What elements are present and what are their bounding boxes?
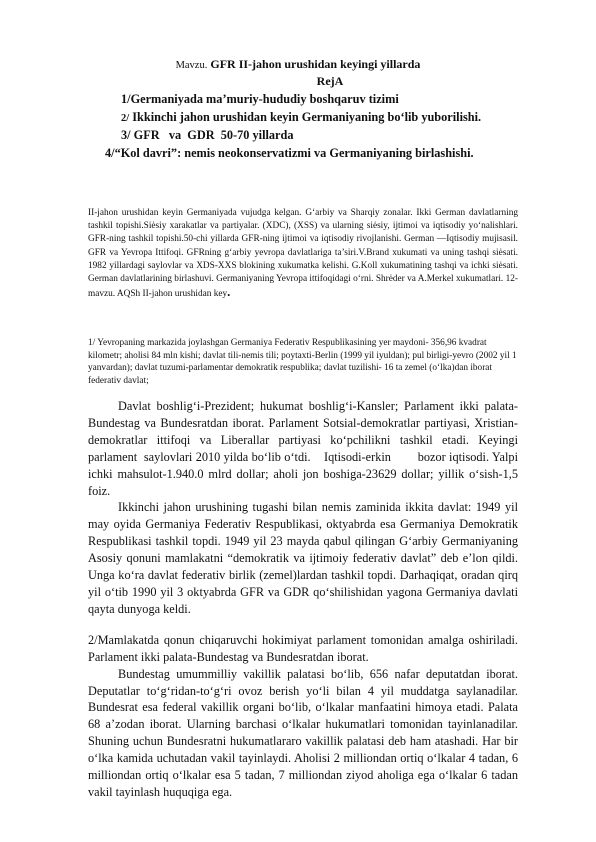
intro-paragraph <box>88 207 518 301</box>
plan-item-2-text: Ikkinchi jahon urushidan keyin Germaniyaning bo‘lib yuborilishi. <box>132 110 482 124</box>
plan-item-2 <box>121 110 481 125</box>
intro-tail: . <box>227 285 231 300</box>
plan-heading: RejA <box>316 74 344 88</box>
plan-item-3: 3/ GFR va GDR 50-70 yillarda <box>121 128 294 142</box>
footnote-paragraph: 1/ Yevropaning markazida joylashgan Germaniya Federativ Respublikasining yer maydoni- 356,96 kvadrat kilometr; aholisi 84 mln kishi; davlat tili-nemis tili; poytaxti-Berlin (1999 yil iyuldan); pul birligi-yevro (2002 yil 1 yanvardan); davlat tuzumi-parlamentar demokratik respublika; davlat tuzilishi- 16 ta zemel (o‘lka)dan iborat federativ davlat; <box>88 338 517 386</box>
page-title <box>0 57 596 72</box>
body-section <box>88 398 522 801</box>
body-paragraph-2: Ikkinchi jahon urushining tugashi bilan nemis zaminida ikkita davlat: 1949 yil may oyida Germaniya Federativ Respublikasi, oktyabrda esa Germaniya Demokratik Respublikasi tashkil topdi. 1949 yil 23 mayda qabul qilingan G‘arbiy Germaniyaning Asosiy qonuni mamlakatni “demokratik va ijtimoiy federativ davlat” deb e’lon qildi. Unga ko‘ra davlat federativ birlik (zemel)lardan tashkil topdi. Darhaqiqat, oradan qirq yil o‘tib 1990 yil 3 oktyabrda GFR va GDR qo‘shilishidan yagona Germaniya davlati qayta dunyoga keldi. <box>88 500 518 616</box>
title-main: GFR II-jahon urushidan keyingi yillarda <box>207 57 421 71</box>
body-paragraph-1: Davlat boshlig‘i-Prezident; hukumat boshlig‘i-Kansler; Parlament ikki palata-Bundestag va Bundesratdan iborat. Parlament Sotsial-demokratlar partiyasi, Xristian-demokratlar ittifoqi va Liberallar partiyasi ko‘pchilikni tashkil etadi. Keyingi parlament saylovlari 2010 yilda bo‘lib o‘tdi. Iqtisodi-erkin bozor iqtisodi. Yalpi ichki mahsulot-1.940.0 mlrd dollar; aholi jon boshiga-23629 dollar; yillik o‘sish-1,5 foiz. <box>88 399 522 498</box>
plan-item-1: 1/Germaniyada ma’muriy-hududiy boshqaruv tizimi <box>121 92 399 106</box>
body-paragraph-3: 2/Mamlakatda qonun chiqaruvchi hokimiyat parlament tomonidan amalga oshiriladi. Parlament ikki palata-Bundestag va Bundesratdan iborat. <box>88 632 518 664</box>
intro-text: II-jahon urushidan keyin Germaniyada vujudga kelgan. G‘arbiy va Sharqiy zonalar. Ikki German davlatlarning tashkil topishi.Siėsiy xarakatlar va partiyalar. (XDC), (XSS) va ularning siėsiy, ijtimoi va iqtisodiy yo‘nalishlari. GFR-ning tashkil topishi.50-chi yillarda GFR-ning ijtimoi va iqtisodiy rivojlanishi. German —Iqtisodiy mujisasil. GFR va Yevropa Ittifoqi. GFRning g‘arbiy yevropa davlatlariga ta’siri.V.Brand xukumati va uning tashqi siėsati. 1982 yillardagi saylovlar va XDS-XXS blokining xukumatka kelishi. G.Koll xukumatining tashqi va ichki siėsati. German davlatlarining birlashuvi. Germaniyaning Yevropa ittifoqidagi o‘rni. Shrėder va A.Merkel xukumatlari. 12-mavzu. AQSh II-jahon urushidan key <box>88 208 518 300</box>
title-prefix: Mavzu. <box>175 60 208 71</box>
body-paragraph-4: Bundestag umummilliy vakillik palatasi bo‘lib, 656 nafar deputatdan iborat. Deputatlar to‘g‘ridan-to‘g‘ri ovoz berish yo‘li bilan 4 yil muddatga saylanadilar. Bundesrat esa federal vakillik organi bo‘lib, o‘lkalar manfaatini himoya etadi. Palata 68 a’zodan iborat. Ularning barchasi o‘lkalar hukumatlari tomonidan tayinlanadilar. Shuning uchun Bundesratni hukumatlararo vakillik palatasi deb ham atashadi. Har bir o‘lka kamida uchutadan vakil tayinlaydi. Aholisi 2 milliondan ortiq o‘lkalar 4 tadan, 6 milliondan ortiq o‘lkalar esa 5 tadan, 7 milliondan ziyod aholiga ega o‘lkalar 6 tadan vakil tayinlash huquqiga ega. <box>88 666 518 799</box>
plan-item-4: 4/“Kol davri”: nemis neokonservatizmi va Germaniyaning birlashishi. <box>105 146 474 160</box>
plan-item-2-number: 2/ <box>121 113 130 124</box>
